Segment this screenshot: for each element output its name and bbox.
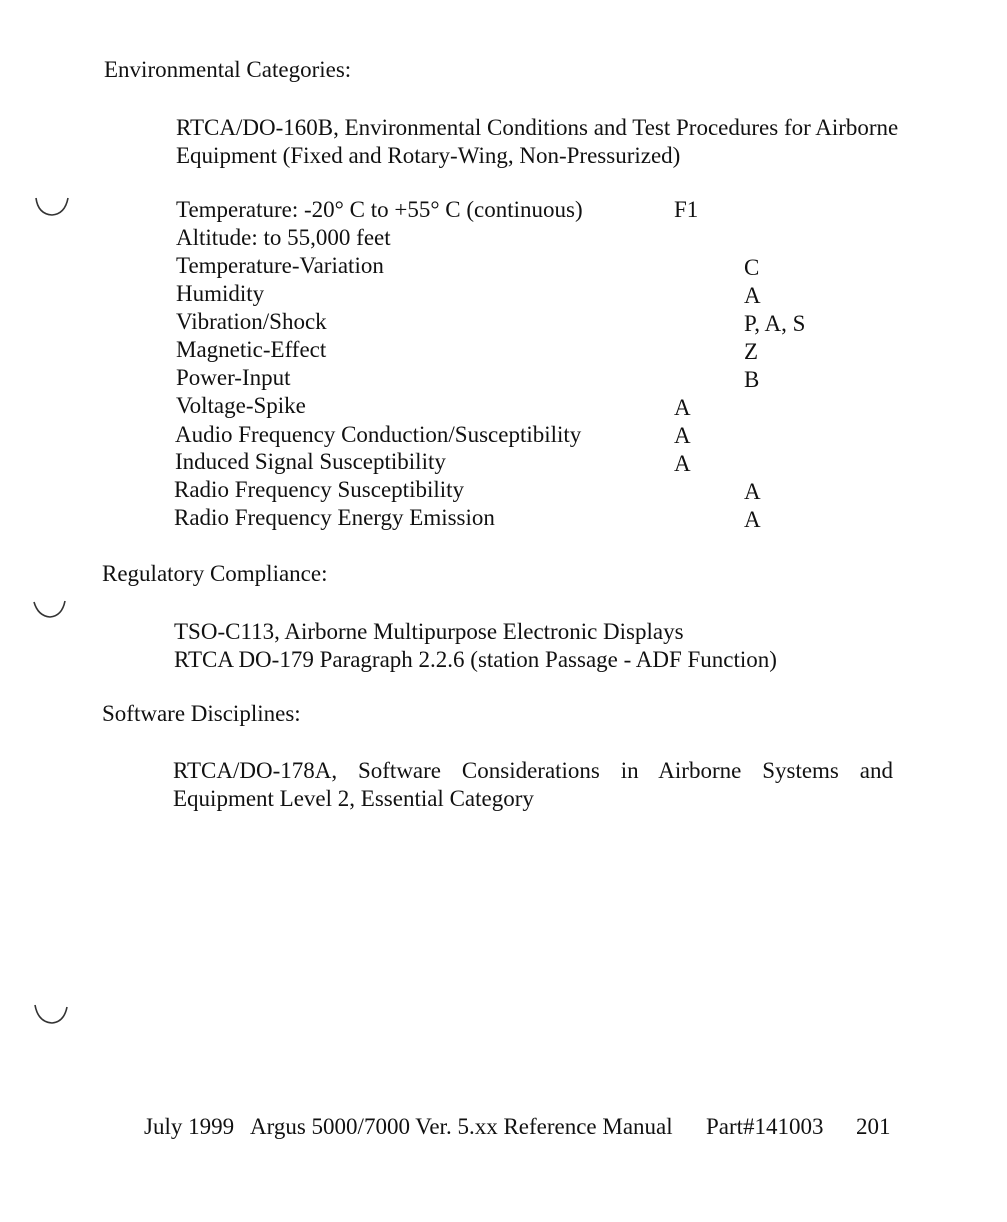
environmental-heading: Environmental Categories:: [104, 57, 352, 82]
row-label: Temperature: -20° C to +55° C (continuous): [176, 197, 583, 222]
row-label: Magnetic-Effect: [176, 337, 327, 362]
footer-part-number: Part#141003: [706, 1114, 824, 1139]
row-label: Altitude: to 55,000 feet: [176, 225, 391, 250]
binder-hole-mark-top: [32, 194, 72, 220]
regulatory-heading: Regulatory Compliance:: [102, 561, 328, 586]
software-line2: Equipment Level 2, Essential Category: [173, 786, 534, 811]
environmental-standard-line2: Equipment (Fixed and Rotary-Wing, Non-Pressurized): [176, 143, 681, 168]
row-label: Humidity: [176, 281, 265, 306]
row-label: Temperature-Variation: [176, 253, 384, 278]
row-col1-value: F1: [674, 197, 699, 222]
row-col2-value: B: [744, 367, 760, 392]
row-col2-value: C: [744, 255, 760, 280]
environmental-standard-line1: RTCA/DO-160B, Environmental Conditions and Test Procedures for Airborne: [176, 115, 899, 140]
regulatory-line2: RTCA DO-179 Paragraph 2.2.6 (station Passage - ADF Function): [174, 647, 777, 672]
row-label: Radio Frequency Susceptibility: [174, 477, 465, 502]
regulatory-line1: TSO-C113, Airborne Multipurpose Electronic Displays: [174, 619, 684, 644]
row-label: Induced Signal Susceptibility: [175, 449, 446, 474]
row-col2-value: A: [744, 479, 761, 504]
row-col2-value: A: [744, 283, 761, 308]
row-label: Voltage-Spike: [176, 393, 306, 418]
row-col1-value: A: [674, 423, 691, 448]
footer-date: July 1999: [144, 1114, 235, 1139]
row-col2-value: P, A, S: [744, 311, 806, 336]
row-col1-value: A: [674, 451, 691, 476]
software-heading: Software Disciplines:: [102, 701, 301, 726]
row-label: Power-Input: [176, 365, 291, 390]
row-label: Audio Frequency Conduction/Susceptibility: [175, 422, 582, 447]
row-col1-value: A: [674, 395, 691, 420]
software-line1: RTCA/DO-178A, Software Considerations in Airborne Systems and: [173, 758, 893, 783]
footer-title: Argus 5000/7000 Ver. 5.xx Reference Manual: [250, 1114, 673, 1139]
row-col2-value: A: [744, 507, 761, 532]
row-label: Vibration/Shock: [176, 309, 327, 334]
row-label: Radio Frequency Energy Emission: [174, 505, 495, 530]
page-number: 201: [856, 1114, 891, 1139]
binder-hole-mark-bottom: [32, 1002, 72, 1028]
binder-hole-mark-middle: [30, 598, 70, 624]
row-col2-value: Z: [744, 339, 759, 364]
